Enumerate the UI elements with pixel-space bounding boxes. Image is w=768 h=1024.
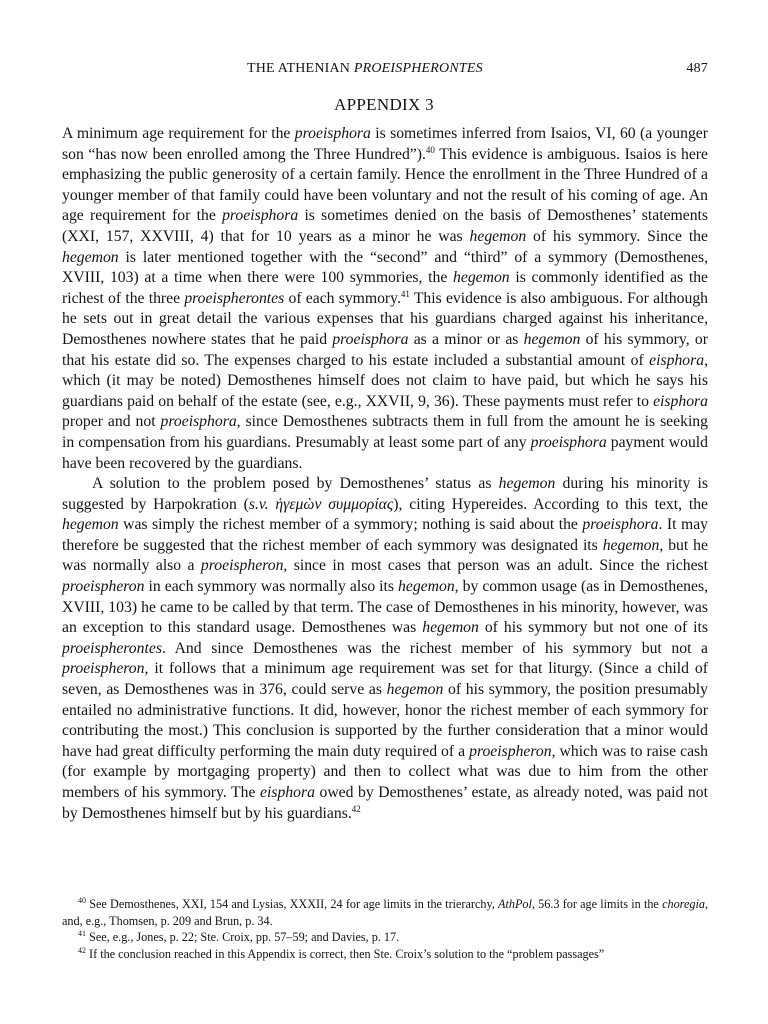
- appendix-heading: APPENDIX 3: [334, 95, 434, 114]
- footnote-ref-42[interactable]: 42: [351, 803, 361, 814]
- footnote-ref-41[interactable]: 41: [400, 288, 410, 299]
- footnotes: [62, 896, 708, 962]
- footnote-40: $^{40}$ See Demosthenes, XXI, 154 and Lysias, XXXII, 24 for age limits in the trierarchy, AthPol, 56.3 for age limits in the choregia, and, e.g., Thomsen, p. 209 and Brun, p. 34.: [62, 896, 708, 928]
- running-title-italic: PROEISPHERONTES: [353, 61, 483, 76]
- footnote-41: $^{41}$ See, e.g., Jones, p. 22; Ste. Croix, pp. 57–59; and Davies, p. 17.: [78, 929, 400, 944]
- footnote-42: $^{42}$ If the conclusion reached in this Appendix is correct, then Ste. Croix’s solution to the “problem passages”: [78, 945, 605, 961]
- footnote-ref-40[interactable]: 40: [425, 144, 435, 155]
- body-text: [62, 124, 708, 824]
- paragraph-2: A solution to the problem posed by Demosthenes’ status as hegemon during his minority is suggested by Harpokration (s.v. ἡγεμὼν συμμορίας), citing Hypereides. According to this text, the hegemon was simply the richest member of a symmory; nothing is said about the proeisphora. It may therefore be suggested that the richest member of each symmory was designated its hegemon, but he was normally also a proeispheron, since in most cases that person was an adult. Since the richest proeispheron in each symmory was normally also its hegemon, by common usage (as in Demosthenes, XVIII, 103) he came to be called by that term. The case of Demosthenes in his minority, however, was an exception to this standard usage. Demosthenes was hegemon of his symmory but not one of its proeispherontes. And since Demosthenes was the richest member of his symmory but not a proeispheron, it follows that a minimum age requirement was set for that liturgy. (Since a child of seven, as Demosthenes was in 376, could serve as hegemon of his symmory, the position presumably entailed no administrative functions. It did, however, honor the richest member of each symmory for contributing the most.) This conclusion is supported by the further consideration that a minor would have had great difficulty performing the main duty required of a proeispheron, which was to raise cash (for example by mortgaging property) and then to collect what was due to him from the other members of his symmory. The eisphora owed by Demosthenes’ estate, as already noted, was paid not by Demosthenes himself but by his guardians.$^{42}$: [62, 475, 709, 822]
- paragraph-1: A minimum age requirement for the proeisphora is sometimes inferred from Isaios, VI, 60 (a younger son “has now been enrolled among the Three Hundred”).$^{40}$ This evidence is ambiguous. Isaios is here emphasizing the public generosity of a certain family. Hence the enrollment in the Three Hundred of a younger member of that family could have been voluntary and not the result of his coming of age. An age requirement for the proeisphora is sometimes denied on the basis of Demosthenes’ statements (XXI, 157, XXVIII, 4) that for 10 years as a minor he was hegemon of his symmory. Since the hegemon is later mentioned together with the “second” and “third” of a symmory (Demosthenes, XVIII, 103) at a time when there were 100 symmories, the hegemon is commonly identified as the richest of the three proeispherontes of each symmory.$^{41}$ This evidence is also ambiguous. For although he sets out in great detail the various expenses that his guardians charged against his inheritance, Demosthenes nowhere states that he paid proeisphora as a minor or as hegemon of his symmory, or that his estate did so. The expenses charged to his estate included a substantial amount of eisphora, which (it may be noted) Demosthenes himself does not claim to have paid, but which he says his guardians paid on behalf of the estate (see, e.g., XXVII, 9, 36). These payments must refer to eisphora proper and not proeisphora, since Demosthenes subtracts them in full from the amount he is seeking in compensation from his guardians. Presumably at least some part of any proeisphora payment would have been recovered by the guardians.: [62, 125, 709, 472]
- page-number: 487: [686, 61, 708, 76]
- running-title: THE ATHENIAN PROEISPHERONTES: [247, 61, 483, 76]
